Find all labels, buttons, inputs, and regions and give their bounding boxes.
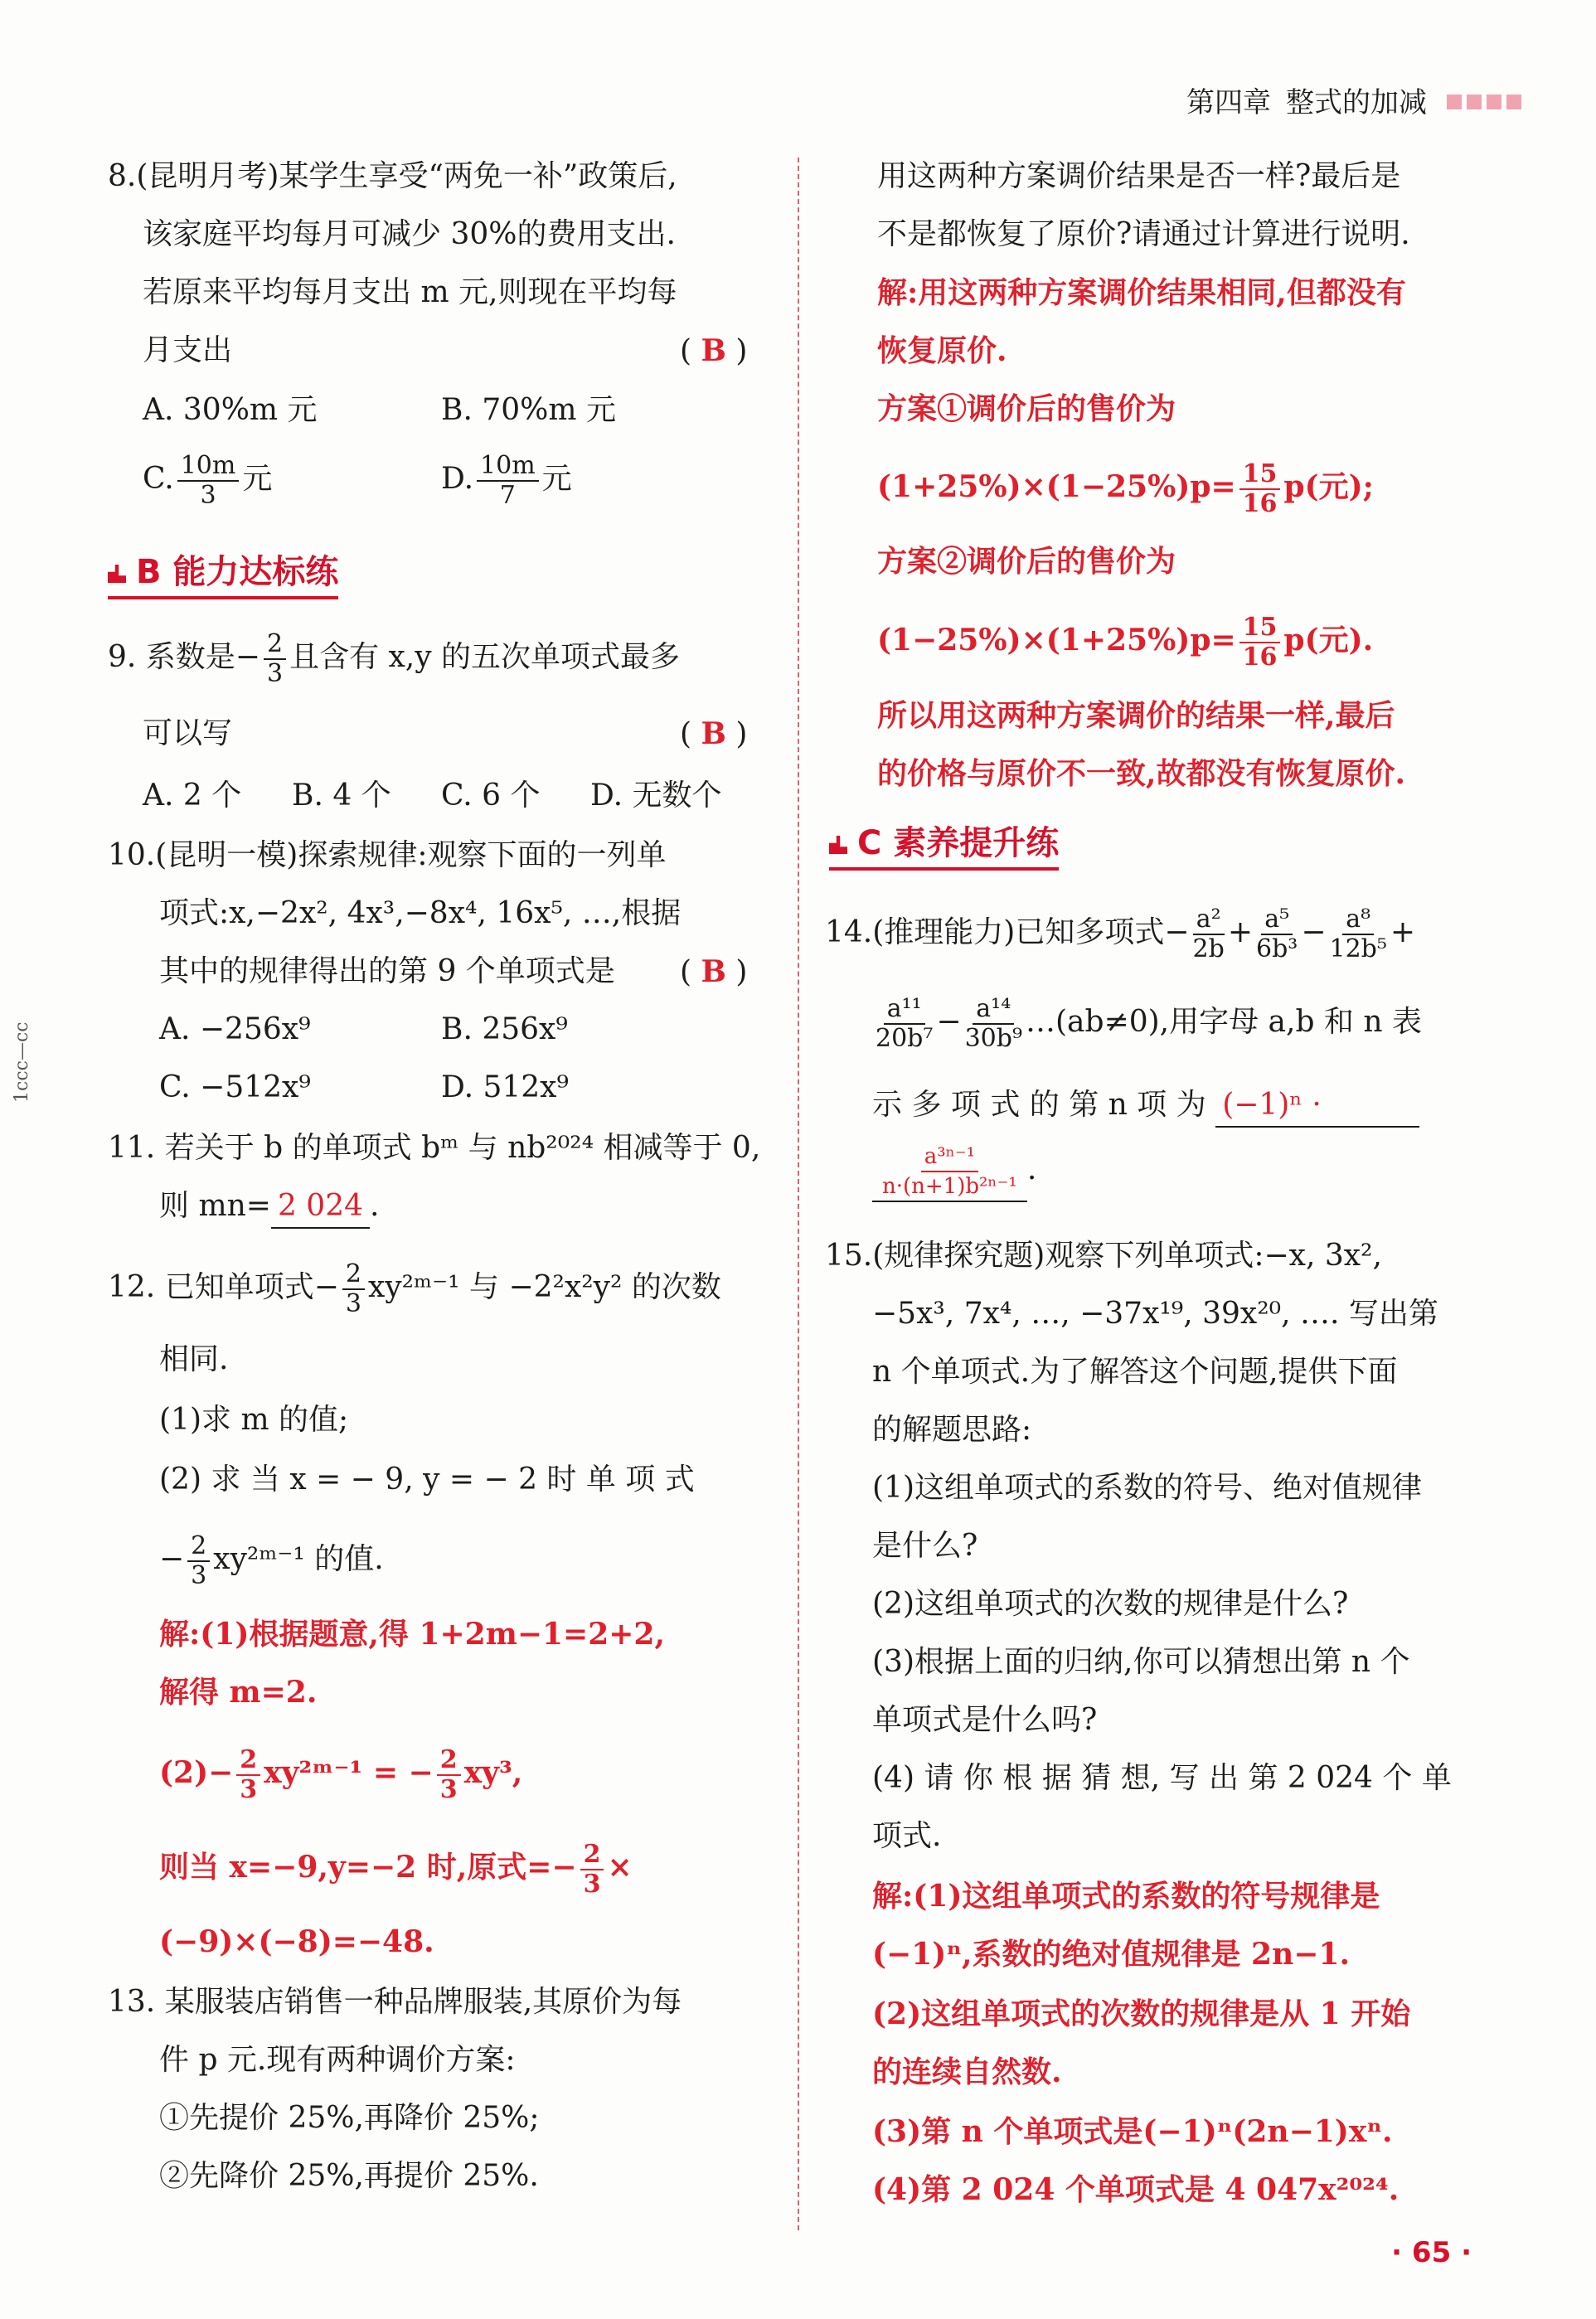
q9-option-c: C. 6 个	[441, 779, 541, 813]
q12-solution-4: 则当 x=−9,y=−2 时,原式=− $\frac{2}{3}$ ×	[159, 1840, 633, 1899]
q8-line1: 8.(昆明月考)某学生享受“两免一补”政策后,	[108, 159, 677, 193]
q10-option-b: B. 256x⁹	[441, 1012, 568, 1046]
q14-answer-part2: $\frac{\text{a³ⁿ⁻¹}}{\text{n·(n+1)b²ⁿ⁻¹}}$ .	[872, 1143, 1036, 1202]
q15-line3: n 个单项式.为了解答这个问题,提供下面	[872, 1355, 1398, 1389]
q10-option-c: C. −512x⁹	[159, 1070, 311, 1104]
q8-answer-bracket: ( B )	[680, 333, 748, 368]
q13-solution-1: 解:用这两种方案调价结果相同,但都没有	[877, 275, 1406, 310]
q11-line2: 则 mn= 2 024 .	[159, 1186, 379, 1229]
q14-answer-part1: (−1)ⁿ ·	[1215, 1084, 1419, 1128]
q15-solution-2: (−1)ⁿ,系数的绝对值规律是 2n−1.	[872, 1937, 1351, 1972]
section-b-heading: B 能力达标练	[108, 546, 338, 599]
q13-solution-8: 的价格与原价不一致,故都没有恢复原价.	[877, 756, 1406, 791]
q9-answer: B	[701, 716, 726, 751]
header-decoration	[1442, 84, 1521, 117]
q12-line2: 相同.	[159, 1342, 229, 1376]
q15-solution-5: (3)第 n 个单项式是(−1)ⁿ(2n−1)xⁿ.	[872, 2114, 1393, 2149]
q9-option-a: A. 2 个	[143, 779, 242, 813]
q15-line10: (4) 请 你 根 据 猜 想, 写 出 第 2 024 个 单	[872, 1761, 1452, 1795]
q15-line4: 的解题思路:	[872, 1413, 1032, 1447]
q15-line1: 15.(规律探究题)观察下列单项式:−x, 3x²,	[825, 1239, 1382, 1273]
q13-solution-5: 方案②调价后的售价为	[877, 544, 1176, 579]
q8-option-a: A. 30%m 元	[143, 393, 318, 427]
q8-line3: 若原来平均每月支出 m 元,则现在平均每	[143, 275, 677, 309]
q8-line2: 该家庭平均每月可减少 30%的费用支出.	[143, 217, 676, 251]
q15-line9: 单项式是什么吗?	[872, 1703, 1098, 1737]
q10-answer: B	[701, 954, 726, 989]
q10-answer-bracket: ( B )	[680, 954, 748, 989]
q13-solution-4: (1+25%)×(1−25%)p= $\frac{15}{16}$ p(元);	[877, 459, 1374, 518]
chapter-title: 整式的加减	[1286, 86, 1427, 119]
q12-solution-2: 解得 m=2.	[159, 1675, 318, 1710]
q15-line5: (1)这组单项式的系数的符号、绝对值规律	[872, 1471, 1422, 1505]
q13-solution-6: (1−25%)×(1+25%)p= $\frac{15}{16}$ p(元).	[877, 613, 1374, 672]
section-marker-icon	[829, 836, 847, 854]
q8-line4: 月支出	[143, 333, 233, 367]
page-header	[1186, 80, 1521, 120]
q9-line2: 可以写	[143, 716, 233, 750]
q12-line3: (1)求 m 的值;	[159, 1403, 349, 1437]
q12-solution-3: (2)− $\frac{2}{3}$ xy²ᵐ⁻¹ = − $\frac{2}{3}$ xy³,	[159, 1745, 523, 1804]
q8-option-c: C. $\frac{10m}{3}$ 元	[143, 451, 273, 510]
q8-option-b: B. 70%m 元	[441, 393, 616, 427]
q14-line3: 示 多 项 式 的 第 n 项 为 (−1)ⁿ ·	[872, 1084, 1419, 1128]
q15-solution-1: 解:(1)这组单项式的系数的符号规律是	[872, 1879, 1380, 1914]
q13-cont-line1: 用这两种方案调价结果是否一样?最后是	[877, 159, 1401, 193]
q12-solution-1: 解:(1)根据题意,得 1+2m−1=2+2,	[159, 1617, 665, 1652]
q14-line2: $\frac{\text{a¹¹}}{\text{20b⁷}}$ − $\frac{\text{a¹⁴}}{\text{30b⁹}}$ …(ab≠0),用字母 a,b 和 n 表	[876, 994, 1423, 1053]
q12-line1: 12. 已知单项式− $\frac{2}{3}$ xy²ᵐ⁻¹ 与 −2²x²y² 的次数	[108, 1259, 721, 1318]
section-marker-icon	[108, 565, 126, 583]
section-c-heading: C 素养提升练	[829, 817, 1059, 871]
q15-line6: 是什么?	[872, 1529, 978, 1563]
q11-answer: 2 024	[271, 1186, 370, 1229]
q13-line2: 件 p 元.现有两种调价方案:	[159, 2043, 516, 2077]
q10-line2: 项式:x,−2x², 4x³,−8x⁴, 16x⁵, …,根据	[159, 896, 682, 930]
q15-line2: −5x³, 7x⁴, …, −37x¹⁹, 39x²⁰, …. 写出第	[872, 1297, 1438, 1331]
q14-line1: 14.(推理能力)已知多项式− $\frac{\text{a²}}{2b}$ + $\frac{\text{a⁵}}{\text{6b³}}$ − $\frac{\text{a⁸}}{\text{12b⁵}}$ +	[825, 905, 1416, 963]
q11-line1: 11. 若关于 b 的单项式 bᵐ 与 nb²⁰²⁴ 相减等于 0,	[108, 1131, 761, 1165]
q13-solution-2: 恢复原价.	[877, 333, 1007, 368]
q12-line4: (2) 求 当 x = − 9, y = − 2 时 单 项 式	[159, 1463, 695, 1497]
q13-solution-3: 方案①调价后的售价为	[877, 391, 1176, 426]
q15-solution-3: (2)这组单项式的次数的规律是从 1 开始	[872, 1996, 1411, 2031]
q8-answer: B	[701, 333, 726, 368]
q10-option-a: A. −256x⁹	[159, 1012, 311, 1046]
q9-option-b: B. 4 个	[292, 779, 391, 813]
side-mark: 1ccc—cc	[12, 1021, 32, 1103]
q10-line1: 10.(昆明一模)探索规律:观察下面的一列单	[108, 838, 667, 872]
column-divider	[798, 158, 799, 2230]
q13-solution-7: 所以用这两种方案调价的结果一样,最后	[877, 698, 1395, 733]
q10-option-d: D. 512x⁹	[441, 1070, 569, 1104]
q15-line7: (2)这组单项式的次数的规律是什么?	[872, 1587, 1349, 1621]
q8-option-d: D. $\frac{10m}{7}$ 元	[441, 451, 572, 510]
q15-line8: (3)根据上面的归纳,你可以猜想出第 n 个	[872, 1645, 1410, 1679]
q13-line1: 13. 某服装店销售一种品牌服装,其原价为每	[108, 1985, 682, 2019]
q9-answer-bracket: ( B )	[680, 716, 748, 751]
q13-line3: ①先提价 25%,再降价 25%;	[159, 2101, 540, 2135]
q12-line5: − $\frac{2}{3}$ xy²ᵐ⁻¹ 的值.	[159, 1531, 384, 1590]
q9-option-d: D. 无数个	[590, 779, 722, 813]
q15-line11: 项式.	[872, 1819, 942, 1853]
q15-solution-4: 的连续自然数.	[872, 2055, 1062, 2089]
q13-line4: ②先降价 25%,再提价 25%.	[159, 2159, 539, 2193]
q12-solution-5: (−9)×(−8)=−48.	[159, 1924, 434, 1959]
q13-cont-line2: 不是都恢复了原价?请通过计算进行说明.	[877, 217, 1410, 251]
q9-line1: 9. 系数是− $\frac{2}{3}$ 且含有 x,y 的五次单项式最多	[108, 629, 681, 688]
q15-solution-6: (4)第 2 024 个单项式是 4 047x²⁰²⁴.	[872, 2172, 1400, 2207]
chapter-label: 第四章	[1186, 86, 1271, 119]
page-number: · 65 ·	[1391, 2236, 1472, 2269]
q10-line3: 其中的规律得出的第 9 个单项式是	[159, 954, 615, 988]
